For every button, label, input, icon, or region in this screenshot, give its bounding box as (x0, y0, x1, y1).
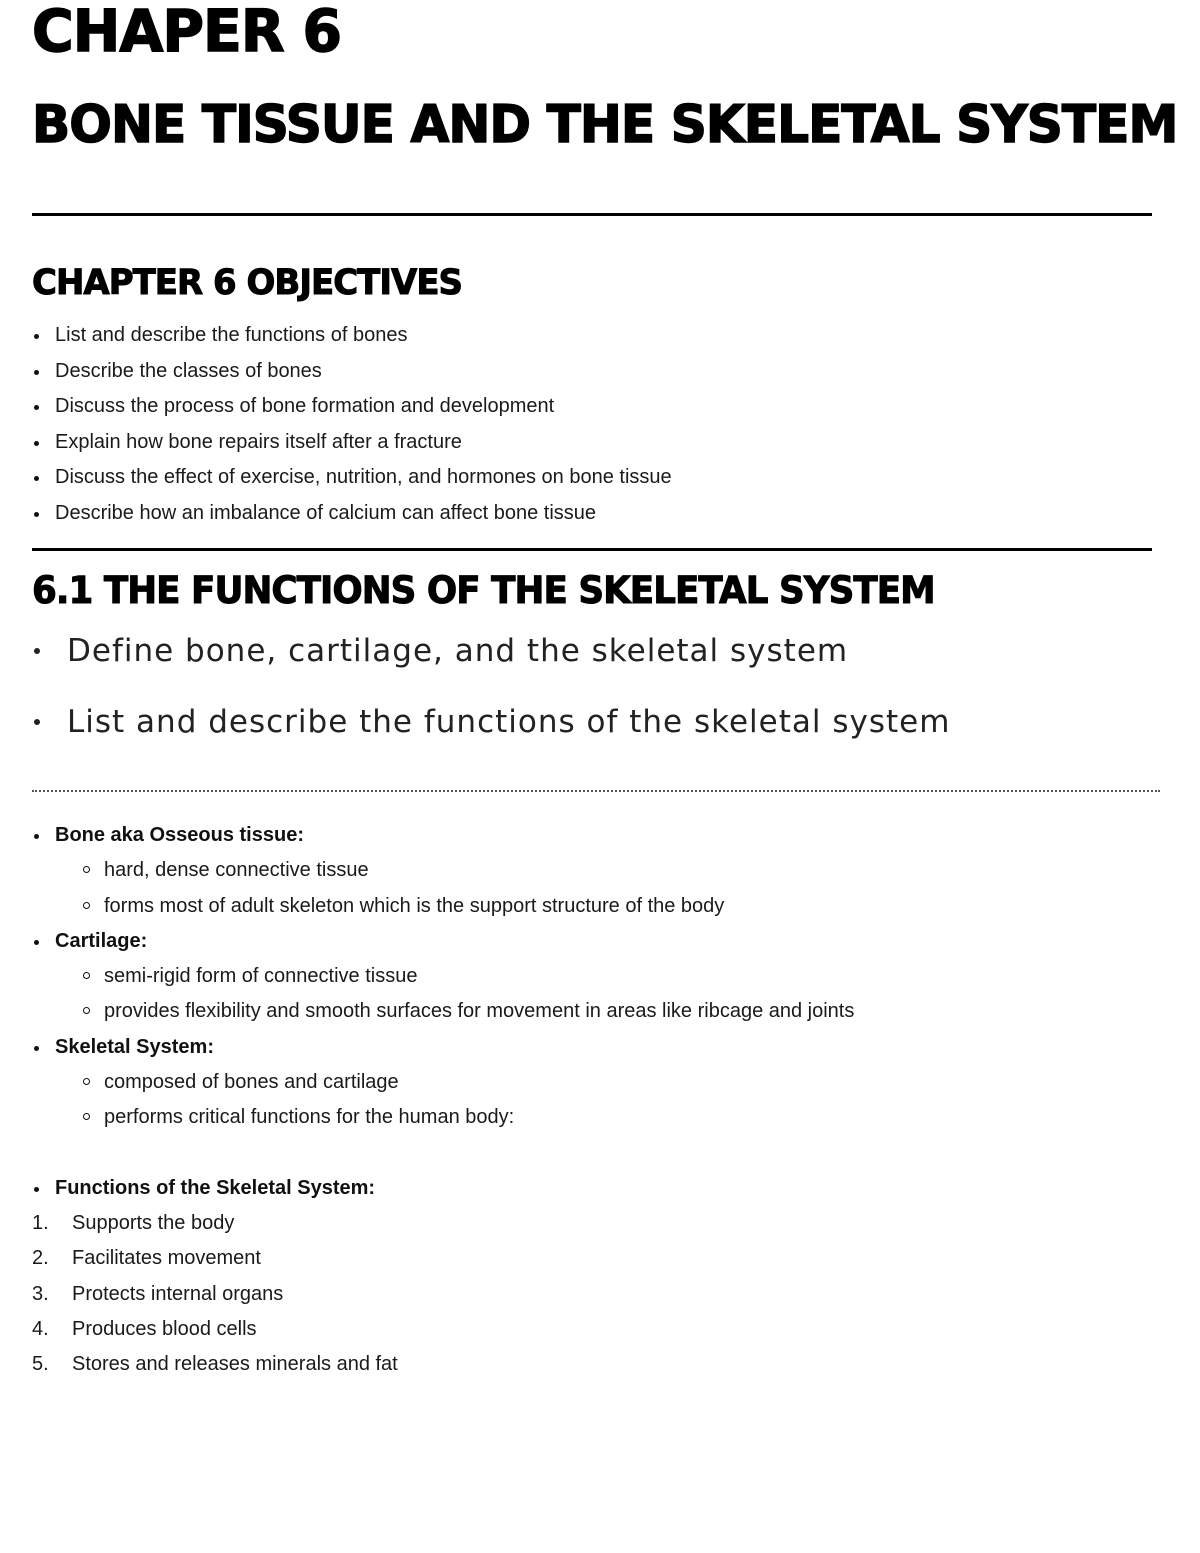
circle-bullet-icon (83, 1113, 90, 1120)
term-label: Functions of the Skeletal System: (55, 1176, 376, 1199)
sub-list-item (32, 959, 854, 994)
objective-text: Describe the classes of bones (55, 359, 322, 382)
objective-text: List and describe the functions of bones (55, 324, 408, 346)
circle-bullet-icon (83, 902, 90, 909)
objective-text: Describe how an imbalance of calcium can affect bone tissue (55, 501, 597, 524)
circle-bullet-icon (83, 972, 90, 979)
item-number: 2. (32, 1247, 49, 1270)
goal-text: Define bone, cartilage, and the skeletal system (67, 633, 849, 669)
list-item (32, 1312, 854, 1347)
section-goals-list (32, 628, 950, 770)
note-term (32, 1030, 854, 1065)
bullet-icon (34, 719, 40, 725)
detail-text: performs critical functions for the human body: (104, 1106, 515, 1129)
detail-text: provides flexibility and smooth surfaces for movement in areas like ribcage and joints (104, 1000, 855, 1023)
note-term (32, 924, 854, 959)
chapter-number: CHAPER 6 (32, 0, 342, 65)
item-number: 1. (32, 1211, 49, 1234)
sub-list-item (32, 1065, 854, 1100)
list-item (32, 496, 672, 532)
bullet-icon (34, 512, 39, 517)
dotted-divider (32, 790, 1160, 792)
bullet-icon (34, 648, 40, 654)
objective-text: Discuss the effect of exercise, nutrition, and hormones on bone tissue (55, 466, 672, 489)
chapter-title: BONE TISSUE AND THE SKELETAL SYSTEM (32, 95, 1178, 155)
objectives-list (32, 318, 672, 532)
list-item (32, 1241, 854, 1276)
objective-text: Discuss the process of bone formation and development (55, 395, 555, 418)
detail-text: composed of bones and cartilage (104, 1071, 399, 1094)
list-item (32, 425, 672, 461)
note-cartilage (32, 924, 854, 1030)
sub-list-item (32, 994, 854, 1029)
list-item (32, 460, 672, 496)
sub-list-item (32, 853, 854, 888)
sub-list-item (32, 1100, 854, 1135)
notes-section (32, 818, 854, 1382)
spacer (32, 1136, 854, 1171)
item-number: 3. (32, 1282, 49, 1305)
item-number: 4. (32, 1317, 49, 1340)
circle-bullet-icon (83, 866, 90, 873)
detail-text: hard, dense connective tissue (104, 859, 369, 882)
list-item (32, 318, 672, 354)
bullet-icon (34, 940, 39, 945)
circle-bullet-icon (83, 1078, 90, 1085)
circle-bullet-icon (83, 1007, 90, 1014)
function-text: Facilitates movement (72, 1247, 261, 1270)
function-text: Protects internal organs (72, 1282, 284, 1305)
function-text: Stores and releases minerals and fat (72, 1353, 398, 1376)
objectives-heading: CHAPTER 6 OBJECTIVES (32, 263, 463, 303)
bullet-icon (34, 441, 39, 446)
function-text: Produces blood cells (72, 1317, 257, 1340)
term-label: Skeletal System: (55, 1035, 214, 1058)
divider-line (32, 548, 1152, 551)
sub-list-item (32, 889, 854, 924)
note-bone (32, 818, 854, 924)
bullet-icon (34, 834, 39, 839)
bullet-icon (34, 476, 39, 481)
functions-heading (32, 1171, 854, 1206)
bullet-icon (34, 405, 39, 410)
function-text: Supports the body (72, 1211, 235, 1234)
note-term (32, 818, 854, 853)
bullet-icon (34, 1187, 39, 1192)
functions-list (32, 1206, 854, 1382)
list-item (32, 1206, 854, 1241)
list-item (32, 1347, 854, 1382)
section-heading: 6.1 THE FUNCTIONS OF THE SKELETAL SYSTEM (32, 569, 935, 612)
term-label: Bone aka Osseous tissue: (55, 824, 304, 846)
bullet-icon (34, 370, 39, 375)
detail-text: forms most of adult skeleton which is the support structure of the body (104, 894, 725, 917)
objective-text: Explain how bone repairs itself after a fracture (55, 430, 462, 453)
note-skeletal-system (32, 1030, 854, 1136)
bullet-icon (34, 334, 39, 339)
term-label: Cartilage: (55, 929, 148, 952)
goal-text: List and describe the functions of the skeletal system (67, 704, 951, 740)
list-item (32, 1277, 854, 1312)
list-item (32, 699, 950, 770)
detail-text: semi-rigid form of connective tissue (104, 965, 418, 988)
divider-line (32, 213, 1152, 216)
item-number: 5. (32, 1353, 49, 1376)
list-item (32, 354, 672, 390)
list-item (32, 389, 672, 425)
bullet-icon (34, 1046, 39, 1051)
list-item (32, 628, 950, 699)
